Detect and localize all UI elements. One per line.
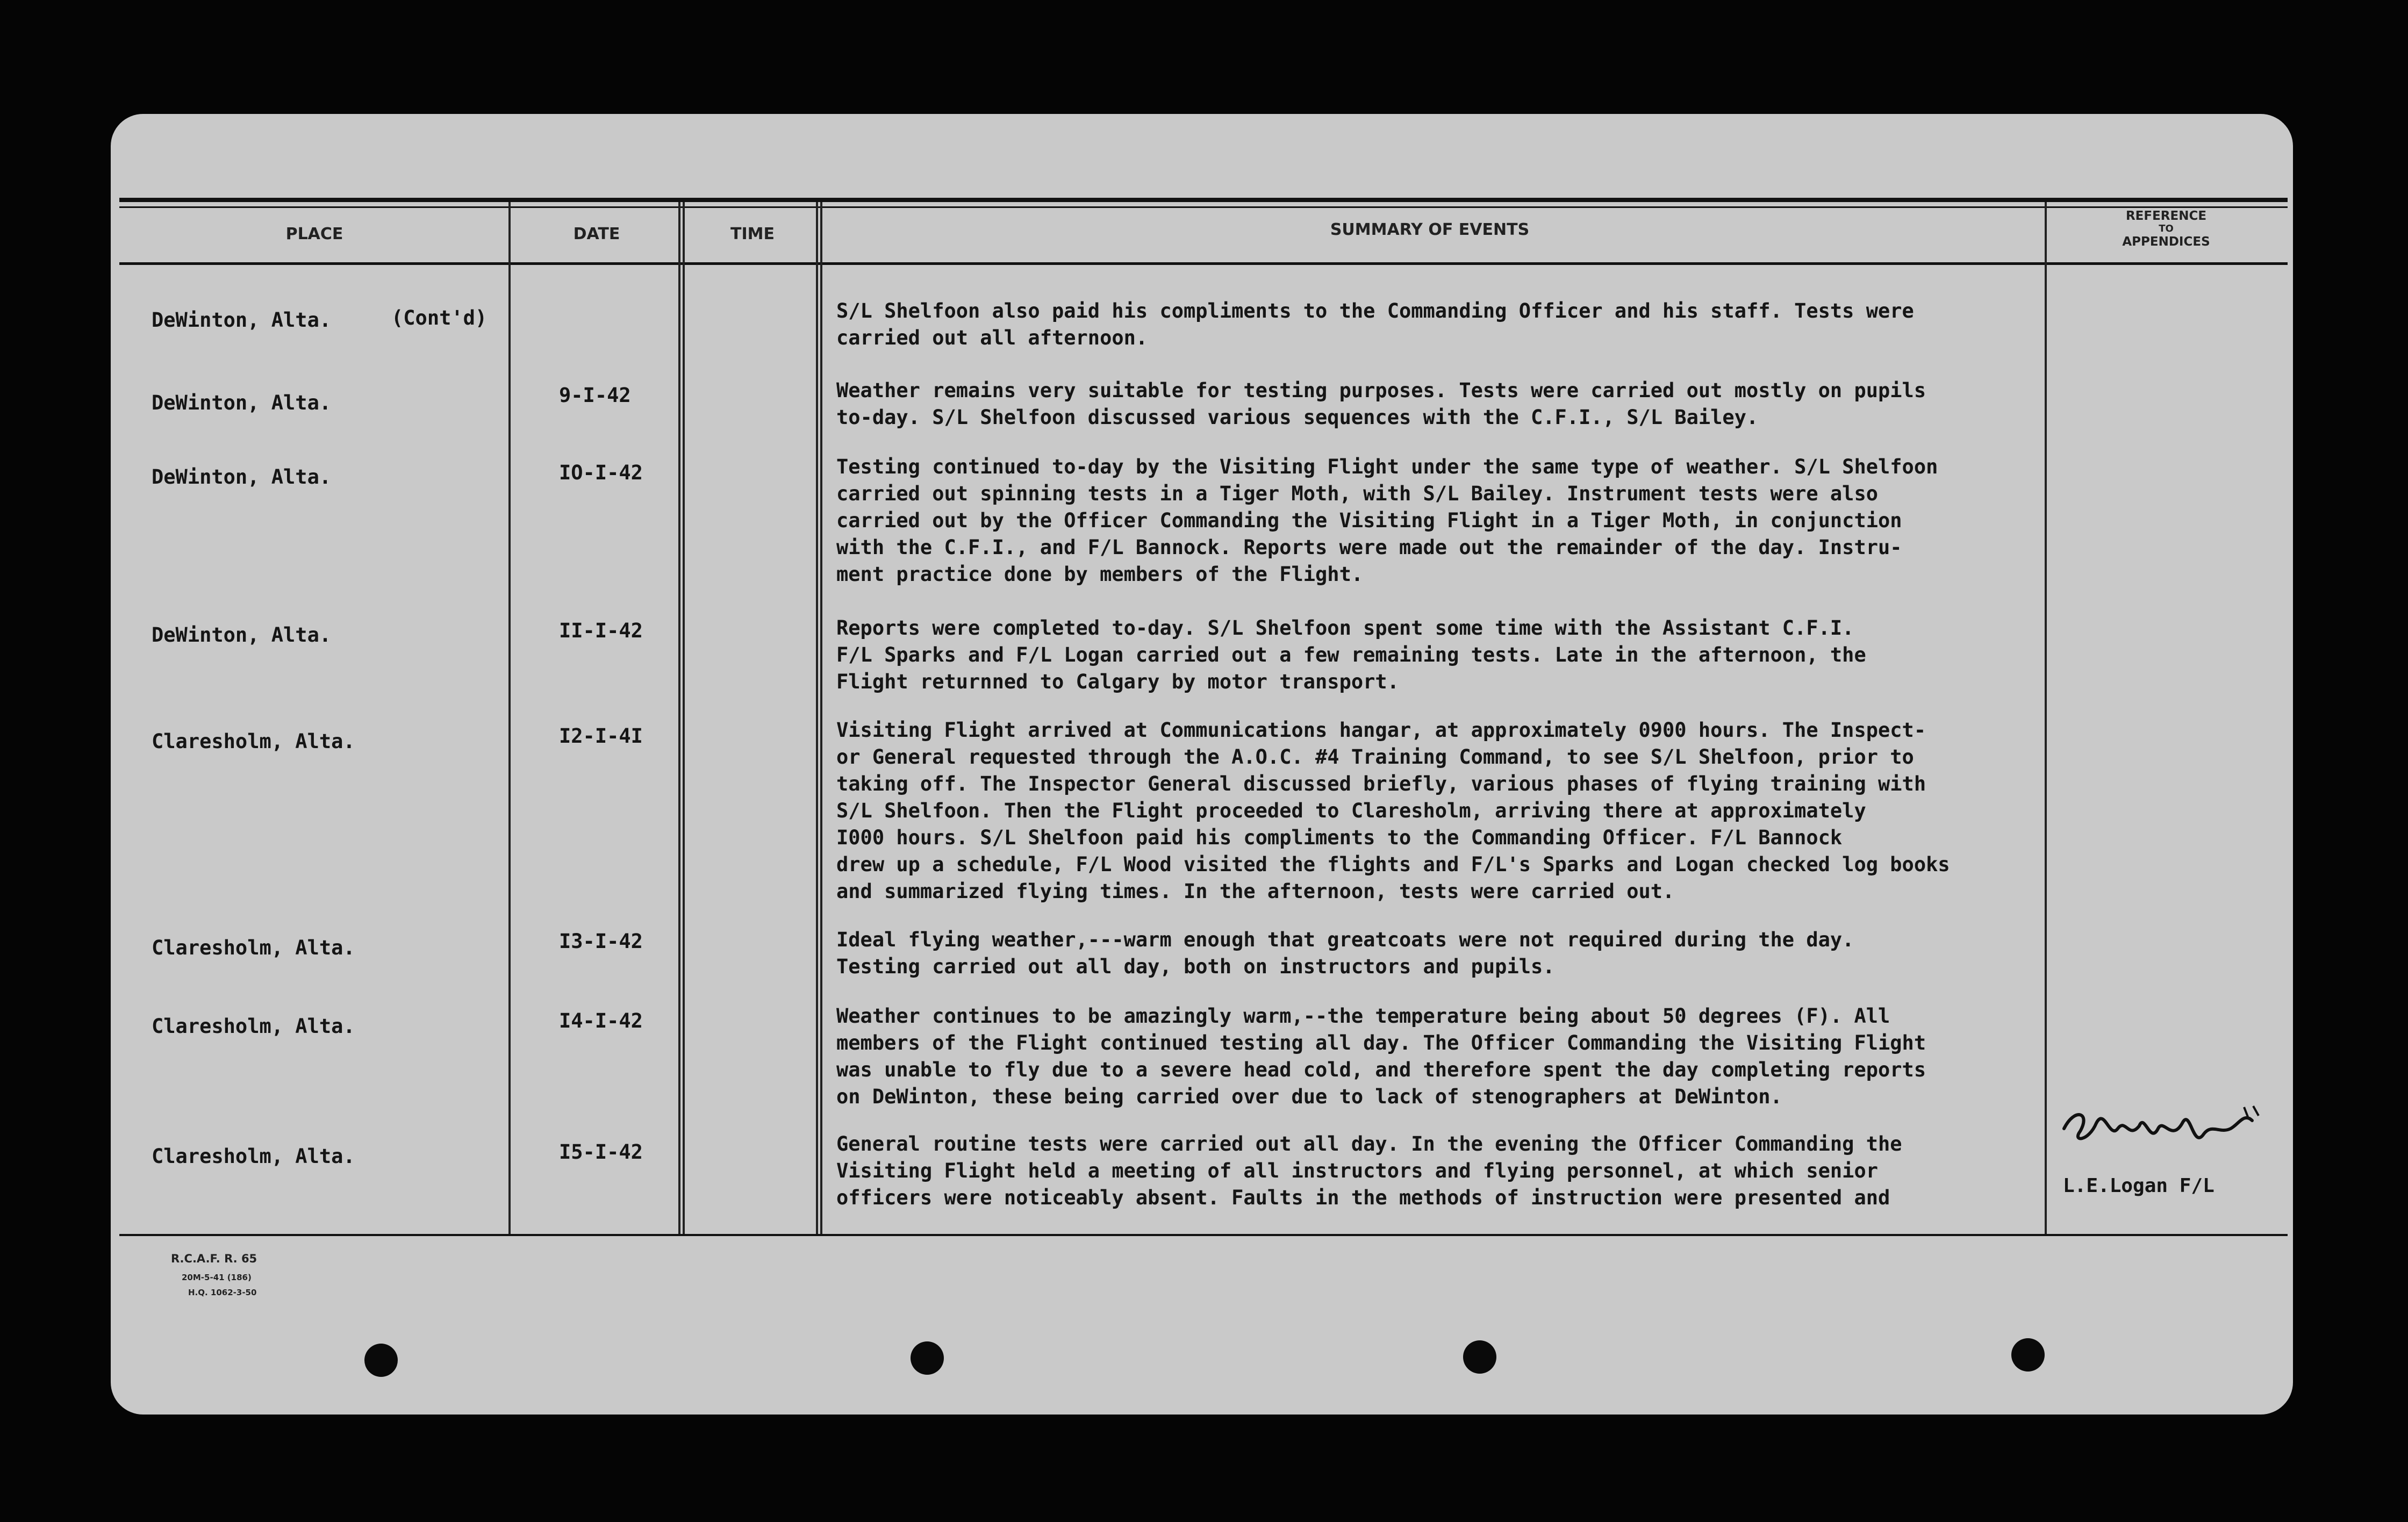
header-reference-line: REFERENCE: [2125, 209, 2207, 223]
summary-line: S/L Shelfoon also paid his compliments to the Commanding Officer and his staff. Tests were: [836, 299, 1914, 322]
summary-line: Testing carried out all day, both on instructors and pupils.: [836, 955, 1555, 978]
summary-line: General routine tests were carried out all day. In the evening the Officer Commanding the: [836, 1132, 1902, 1155]
summary-line: ment practice done by members of the Flight.: [836, 563, 1364, 586]
summary-line: F/L Sparks and F/L Logan carried out a few remaining tests. Late in the afternoon, the: [836, 643, 1866, 666]
summary-line: drew up a schedule, F/L Wood visited the flights and F/L's Sparks and Logan checked log books: [836, 853, 1950, 876]
entry-place: Claresholm, Alta.: [152, 730, 355, 753]
entry-summary: [836, 1003, 1926, 1110]
summary-line: on DeWinton, these being carried over due to lack of stenographers at DeWinton.: [836, 1085, 1782, 1108]
column-divider: [2045, 202, 2047, 1234]
summary-line: Ideal flying weather,---warm enough that greatcoats were not required during the day.: [836, 928, 1854, 951]
entry-summary: [836, 615, 1866, 695]
entry-place: DeWinton, Alta.: [152, 308, 332, 332]
top-rule-thick: [119, 198, 2288, 202]
summary-line: or General requested through the A.O.C. #4 Training Command, to see S/L Shelfoon, prior to: [836, 745, 1914, 769]
entry-date: I3-I-42: [559, 930, 643, 953]
summary-line: I000 hours. S/L Shelfoon paid his compliments to the Commanding Officer. F/L Bannock: [836, 826, 1843, 849]
entry-place: Claresholm, Alta.: [152, 936, 355, 959]
summary-line: Flight returnned to Calgary by motor transport.: [836, 670, 1399, 693]
signature-name: L.E.Logan F/L: [2063, 1175, 2214, 1197]
header-date: DATE: [573, 225, 620, 243]
entry-date: I4-I-42: [559, 1009, 643, 1032]
entry-note: (Cont'd): [391, 306, 488, 329]
entry-date: I5-I-42: [559, 1140, 643, 1164]
summary-line: taking off. The Inspector General discussed briefly, various phases of flying training with: [836, 772, 1926, 795]
punch-hole: [2011, 1338, 2045, 1372]
handwritten-signature: [2059, 1091, 2274, 1155]
summary-line: with the C.F.I., and F/L Bannock. Reports were made out the remainder of the day. Instru-: [836, 536, 1902, 559]
entry-place: Claresholm, Alta.: [152, 1145, 355, 1168]
header-rule: [119, 262, 2288, 265]
column-divider: [678, 202, 680, 1234]
entry-date: 9-I-42: [559, 384, 631, 407]
summary-line: carried out all afternoon.: [836, 326, 1148, 349]
summary-line: Reports were completed to-day. S/L Shelfoon spent some time with the Assistant C.F.I.: [836, 616, 1854, 640]
summary-line: carried out spinning tests in a Tiger Moth, with S/L Bailey. Instrument tests were also: [836, 482, 1879, 505]
summary-line: to-day. S/L Shelfoon discussed various sequences with the C.F.I., S/L Bailey.: [836, 406, 1759, 429]
form-code: 20M-5-41 (186): [182, 1273, 252, 1282]
summary-line: Weather continues to be amazingly warm,--the temperature being about 50 degrees (F). All: [836, 1004, 1890, 1028]
summary-line: Testing continued to-day by the Visiting Flight under the same type of weather. S/L Shelfoon: [836, 455, 1938, 478]
entry-summary: [836, 927, 1854, 980]
summary-line: Weather remains very suitable for testing purposes. Tests were carried out mostly on pupils: [836, 379, 1926, 402]
punch-hole: [1463, 1340, 1496, 1374]
header-reference-line: APPENDICES: [2122, 235, 2210, 249]
top-rule-thin: [119, 206, 2288, 208]
entry-date: IO-I-42: [559, 461, 643, 484]
summary-line: S/L Shelfoon. Then the Flight proceeded to Claresholm, arriving there at approximately: [836, 799, 1866, 822]
entry-summary: [836, 377, 1926, 431]
summary-line: Visiting Flight held a meeting of all instructors and flying personnel, at which senior: [836, 1159, 1879, 1182]
summary-line: and summarized flying times. In the afternoon, tests were carried out.: [836, 880, 1675, 903]
column-divider: [683, 202, 685, 1234]
punch-hole: [911, 1341, 944, 1375]
entry-place: DeWinton, Alta.: [152, 465, 332, 489]
summary-line: carried out by the Officer Commanding the Visiting Flight in a Tiger Moth, in conjunction: [836, 509, 1902, 532]
punch-hole: [364, 1344, 398, 1377]
entry-summary: [836, 1131, 1902, 1211]
header-time: TIME: [730, 225, 775, 243]
entry-date: I2-I-4I: [559, 724, 643, 748]
entry-place: Claresholm, Alta.: [152, 1015, 355, 1038]
bottom-rule: [119, 1234, 2288, 1236]
entry-date: II-I-42: [559, 619, 643, 642]
form-ref: H.Q. 1062-3-50: [188, 1288, 257, 1297]
header-reference-line: TO: [2159, 223, 2174, 234]
summary-line: officers were noticeably absent. Faults in the methods of instruction were presented and: [836, 1186, 1890, 1209]
form-number: R.C.A.F. R. 65: [171, 1252, 257, 1265]
entry-summary: [836, 717, 1950, 905]
header-summary: SUMMARY OF EVENTS: [1330, 220, 1530, 239]
entry-place: DeWinton, Alta.: [152, 391, 332, 414]
entry-summary: [836, 298, 1914, 351]
header-place: PLACE: [285, 225, 343, 243]
summary-line: Visiting Flight arrived at Communications hangar, at approximately 0900 hours. The Inspect-: [836, 719, 1926, 742]
summary-line: was unable to fly due to a severe head cold, and therefore spent the day completing reports: [836, 1058, 1926, 1081]
entry-summary: [836, 454, 1938, 588]
summary-line: members of the Flight continued testing all day. The Officer Commanding the Visiting Flight: [836, 1031, 1926, 1054]
column-divider: [816, 202, 818, 1234]
entry-place: DeWinton, Alta.: [152, 623, 332, 647]
column-divider: [820, 202, 822, 1234]
header-reference: [2086, 210, 2247, 248]
column-divider: [508, 202, 511, 1234]
